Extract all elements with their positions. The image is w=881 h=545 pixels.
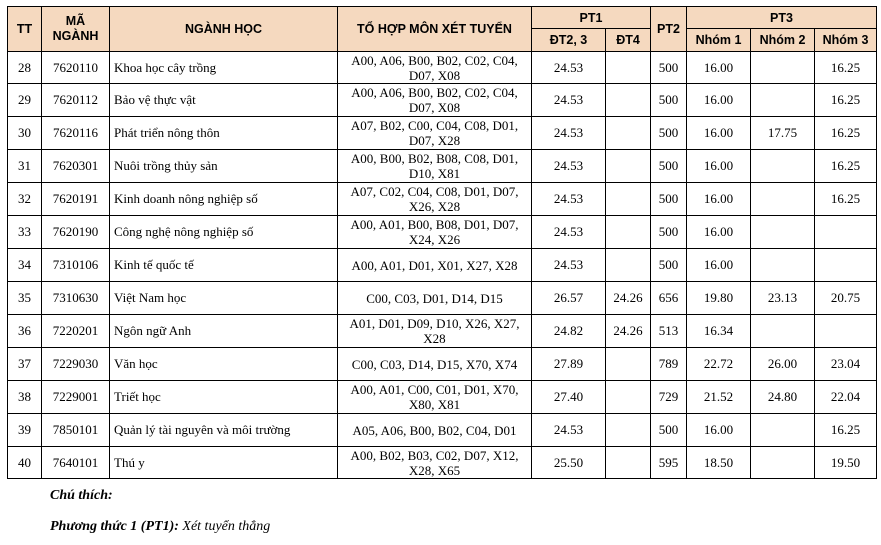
cell-pt1-dt4: 24.26 — [606, 282, 651, 315]
cell-pt3-group2: 17.75 — [751, 117, 815, 150]
cell-pt1-dt4 — [606, 216, 651, 249]
cell-pt3-group2 — [751, 414, 815, 447]
cell-pt3-group1: 16.00 — [687, 216, 751, 249]
table-row — [8, 117, 877, 150]
header-pt1-dt23: ĐT2, 3 — [532, 29, 606, 52]
cell-tt: 40 — [8, 447, 42, 479]
cell-tt: 33 — [8, 216, 42, 249]
cell-pt3-group1: 16.00 — [687, 414, 751, 447]
note-pt1 — [50, 519, 270, 535]
cell-pt3-group3: 16.25 — [815, 150, 877, 183]
cell-code: 7620112 — [42, 84, 110, 117]
cell-pt1-dt23: 24.53 — [532, 183, 606, 216]
cell-pt1-dt4: 24.26 — [606, 315, 651, 348]
cell-code: 7220201 — [42, 315, 110, 348]
cell-major: Thú y — [110, 447, 338, 479]
cell-combos: A00, B02, B03, C02, D07, X12, X28, X65 — [338, 447, 532, 479]
cell-combos: A05, A06, B00, B02, C04, D01 — [338, 414, 532, 447]
cell-pt1-dt4 — [606, 150, 651, 183]
cell-pt3-group1: 16.34 — [687, 315, 751, 348]
cell-major: Ngôn ngữ Anh — [110, 315, 338, 348]
notes-title: Chú thích: — [50, 488, 113, 503]
cell-combos: A00, A06, B00, B02, C02, C04, D07, X08 — [338, 84, 532, 117]
cell-pt2: 656 — [651, 282, 687, 315]
cell-pt3-group3 — [815, 216, 877, 249]
header-pt3: PT3 — [687, 7, 877, 29]
cell-major: Nuôi trồng thủy sản — [110, 150, 338, 183]
cell-pt2: 500 — [651, 52, 687, 84]
cell-pt2: 729 — [651, 381, 687, 414]
cell-pt2: 500 — [651, 84, 687, 117]
cell-major: Bảo vệ thực vật — [110, 84, 338, 117]
cell-major: Quản lý tài nguyên và môi trường — [110, 414, 338, 447]
cell-tt: 36 — [8, 315, 42, 348]
cell-major: Kinh tế quốc tế — [110, 249, 338, 282]
table-row — [8, 249, 877, 282]
cell-pt3-group1: 16.00 — [687, 150, 751, 183]
cell-pt3-group3: 16.25 — [815, 52, 877, 84]
cell-pt3-group3: 16.25 — [815, 84, 877, 117]
cell-combos: A00, A06, B00, B02, C02, C04, D07, X08 — [338, 52, 532, 84]
cell-pt1-dt4 — [606, 52, 651, 84]
cell-pt1-dt23: 24.53 — [532, 84, 606, 117]
table-row — [8, 414, 877, 447]
cell-combos: C00, C03, D14, D15, X70, X74 — [338, 348, 532, 381]
cell-pt3-group1: 16.00 — [687, 84, 751, 117]
cell-major: Khoa học cây trồng — [110, 52, 338, 84]
note-pt1-label: Phương thức 1 (PT1): — [50, 519, 179, 534]
cell-tt: 38 — [8, 381, 42, 414]
cell-major: Văn học — [110, 348, 338, 381]
cell-pt3-group1: 16.00 — [687, 183, 751, 216]
cell-pt3-group3: 16.25 — [815, 183, 877, 216]
table-row — [8, 381, 877, 414]
cell-tt: 32 — [8, 183, 42, 216]
header-major: NGÀNH HỌC — [110, 7, 338, 52]
cell-pt3-group2 — [751, 315, 815, 348]
cell-pt3-group3: 20.75 — [815, 282, 877, 315]
cell-major: Việt Nam học — [110, 282, 338, 315]
cell-pt2: 595 — [651, 447, 687, 479]
cell-pt1-dt23: 24.53 — [532, 414, 606, 447]
cell-pt1-dt4 — [606, 117, 651, 150]
cell-pt3-group2 — [751, 216, 815, 249]
cell-pt1-dt4 — [606, 249, 651, 282]
cell-combos: C00, C03, D01, D14, D15 — [338, 282, 532, 315]
cell-code: 7640101 — [42, 447, 110, 479]
cell-major: Công nghệ nông nghiệp số — [110, 216, 338, 249]
table-row — [8, 447, 877, 479]
cell-combos: A00, B00, B02, B08, C08, D01, D10, X81 — [338, 150, 532, 183]
header-pt3-group2: Nhóm 2 — [751, 29, 815, 52]
cell-pt3-group1: 16.00 — [687, 117, 751, 150]
cell-pt2: 500 — [651, 117, 687, 150]
cell-pt3-group1: 19.80 — [687, 282, 751, 315]
cell-pt3-group2 — [751, 447, 815, 479]
cell-code: 7229001 — [42, 381, 110, 414]
cell-tt: 34 — [8, 249, 42, 282]
cell-pt2: 513 — [651, 315, 687, 348]
cell-pt1-dt23: 27.40 — [532, 381, 606, 414]
table-row — [8, 150, 877, 183]
table-row — [8, 84, 877, 117]
cell-major: Phát triển nông thôn — [110, 117, 338, 150]
cell-pt3-group3 — [815, 315, 877, 348]
cell-major: Kinh doanh nông nghiệp số — [110, 183, 338, 216]
cell-code: 7620110 — [42, 52, 110, 84]
cell-code: 7229030 — [42, 348, 110, 381]
cell-pt1-dt4 — [606, 381, 651, 414]
cell-pt3-group3: 22.04 — [815, 381, 877, 414]
table-row — [8, 52, 877, 84]
cell-pt3-group2: 24.80 — [751, 381, 815, 414]
cell-code: 7310630 — [42, 282, 110, 315]
table-row — [8, 315, 877, 348]
header-pt1-dt4: ĐT4 — [606, 29, 651, 52]
header-pt3-group3: Nhóm 3 — [815, 29, 877, 52]
cell-tt: 39 — [8, 414, 42, 447]
cell-pt3-group3: 23.04 — [815, 348, 877, 381]
cell-pt3-group2: 23.13 — [751, 282, 815, 315]
cell-pt3-group2 — [751, 183, 815, 216]
table-header — [8, 7, 877, 52]
header-tt: TT — [8, 7, 42, 52]
cell-pt2: 500 — [651, 183, 687, 216]
cell-combos: A00, A01, C00, C01, D01, X70, X80, X81 — [338, 381, 532, 414]
cell-tt: 28 — [8, 52, 42, 84]
cell-pt1-dt23: 24.53 — [532, 216, 606, 249]
cell-pt1-dt4 — [606, 84, 651, 117]
table-body — [8, 52, 877, 479]
cell-pt3-group3 — [815, 249, 877, 282]
cell-code: 7850101 — [42, 414, 110, 447]
cell-pt3-group2 — [751, 84, 815, 117]
cell-pt1-dt23: 24.53 — [532, 249, 606, 282]
cell-pt3-group1: 16.00 — [687, 249, 751, 282]
cell-pt1-dt23: 24.53 — [532, 52, 606, 84]
cell-pt1-dt23: 26.57 — [532, 282, 606, 315]
note-pt1-text: Xét tuyển thẳng — [178, 519, 271, 534]
cell-tt: 29 — [8, 84, 42, 117]
cell-pt1-dt4 — [606, 414, 651, 447]
cell-pt1-dt4 — [606, 447, 651, 479]
header-pt3-group1: Nhóm 1 — [687, 29, 751, 52]
cell-pt3-group1: 18.50 — [687, 447, 751, 479]
cell-tt: 35 — [8, 282, 42, 315]
cell-major: Triết học — [110, 381, 338, 414]
table-row — [8, 282, 877, 315]
cell-pt1-dt4 — [606, 348, 651, 381]
cell-combos: A07, B02, C00, C04, C08, D01, D07, X28 — [338, 117, 532, 150]
cell-pt3-group1: 16.00 — [687, 52, 751, 84]
cell-pt3-group3: 16.25 — [815, 414, 877, 447]
cell-pt1-dt23: 24.53 — [532, 117, 606, 150]
cell-pt3-group2 — [751, 52, 815, 84]
cell-pt3-group2 — [751, 249, 815, 282]
cell-pt3-group3: 16.25 — [815, 117, 877, 150]
cell-pt3-group1: 22.72 — [687, 348, 751, 381]
cell-pt1-dt23: 25.50 — [532, 447, 606, 479]
cell-pt3-group2 — [751, 150, 815, 183]
cell-pt3-group3: 19.50 — [815, 447, 877, 479]
cell-code: 7310106 — [42, 249, 110, 282]
cell-pt1-dt23: 24.82 — [532, 315, 606, 348]
header-code: MÃ NGÀNH — [42, 7, 110, 52]
cell-tt: 37 — [8, 348, 42, 381]
table-row — [8, 216, 877, 249]
cell-pt2: 789 — [651, 348, 687, 381]
table-row — [8, 348, 877, 381]
table-row — [8, 183, 877, 216]
admission-scores-table — [7, 6, 877, 479]
cell-code: 7620116 — [42, 117, 110, 150]
cell-combos: A07, C02, C04, C08, D01, D07, X26, X28 — [338, 183, 532, 216]
cell-combos: A01, D01, D09, D10, X26, X27, X28 — [338, 315, 532, 348]
header-combos: TỔ HỢP MÔN XÉT TUYỂN — [338, 7, 532, 52]
cell-tt: 31 — [8, 150, 42, 183]
cell-combos: A00, A01, D01, X01, X27, X28 — [338, 249, 532, 282]
cell-tt: 30 — [8, 117, 42, 150]
cell-pt1-dt4 — [606, 183, 651, 216]
cell-pt2: 500 — [651, 414, 687, 447]
cell-pt1-dt23: 27.89 — [532, 348, 606, 381]
cell-pt2: 500 — [651, 150, 687, 183]
cell-pt2: 500 — [651, 249, 687, 282]
cell-pt3-group1: 21.52 — [687, 381, 751, 414]
cell-combos: A00, A01, B00, B08, D01, D07, X24, X26 — [338, 216, 532, 249]
cell-code: 7620301 — [42, 150, 110, 183]
cell-pt1-dt23: 24.53 — [532, 150, 606, 183]
cell-code: 7620190 — [42, 216, 110, 249]
cell-code: 7620191 — [42, 183, 110, 216]
cell-pt3-group2: 26.00 — [751, 348, 815, 381]
cell-pt2: 500 — [651, 216, 687, 249]
header-pt1: PT1 — [532, 7, 651, 29]
header-pt2: PT2 — [651, 7, 687, 52]
